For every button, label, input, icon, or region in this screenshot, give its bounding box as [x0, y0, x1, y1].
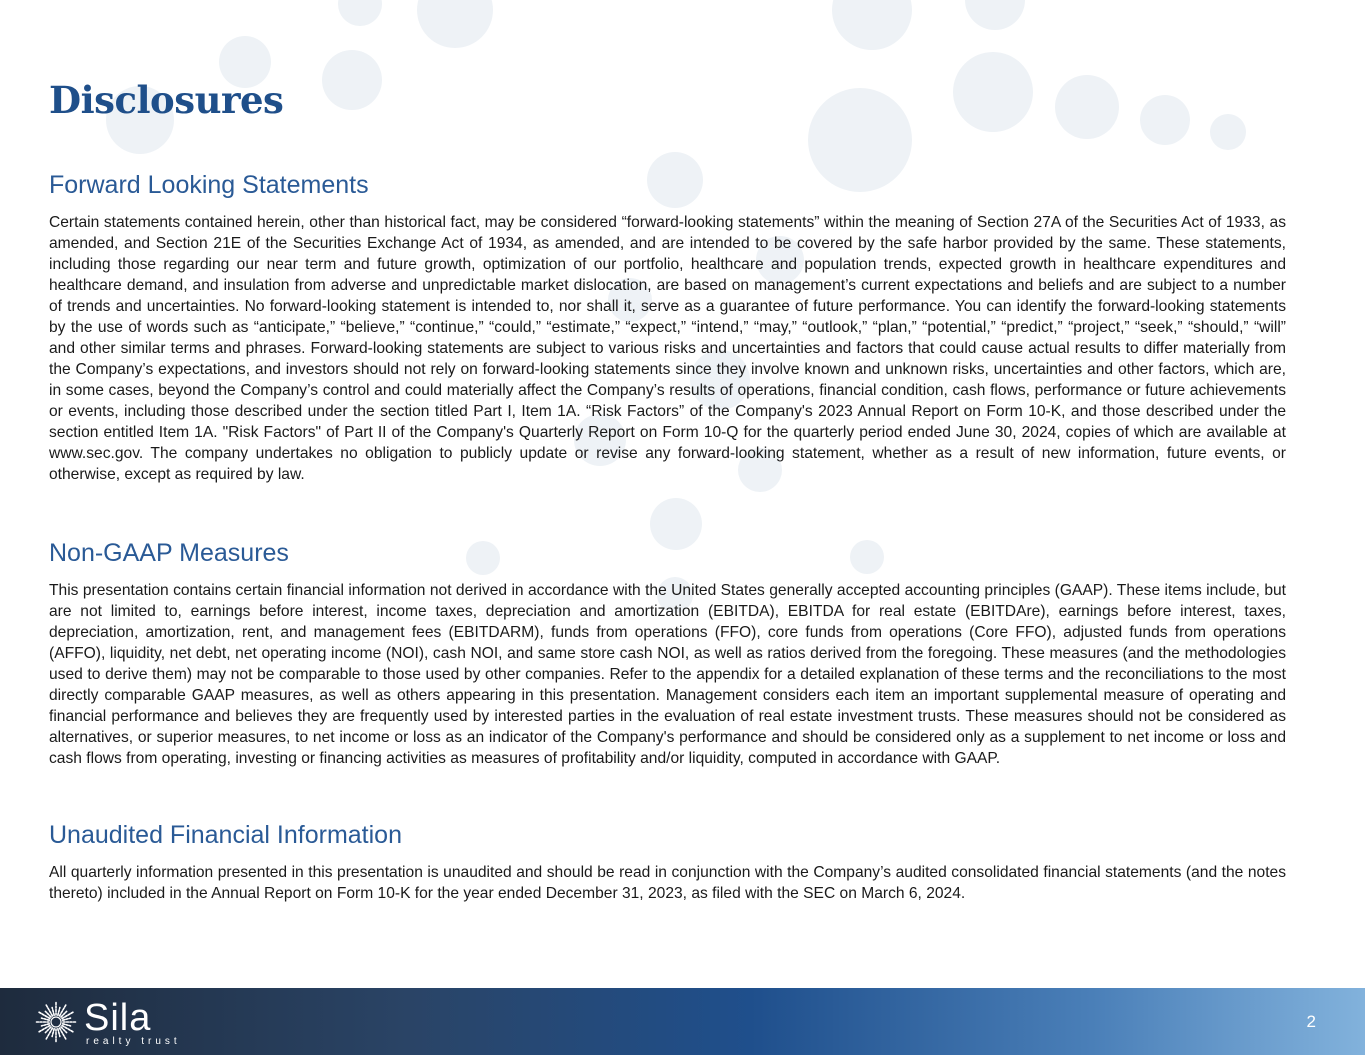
non-gaap-measures-section	[49, 538, 1286, 769]
page-title: Disclosures	[49, 78, 284, 122]
section-body: This presentation contains certain financial information not derived in accordance with the United States generally accepted accounting principles (GAAP). These items include, but are not limited to, earnings before interest, income taxes, depreciation and amortization (EBITDA), EBITDA for real estate (EBITDAre), earnings before interest, taxes, depreciation, amortization, rent, and management fees (EBITDARM), funds from operations (FFO), core funds from operations (Core FFO), adjusted funds from operations (AFFO), liquidity, net debt, net operating income (NOI), cash NOI, and same store cash NOI, as well as ratios derived from the foregoing. These measures (and the methodologies used to derive them) may not be comparable to those used by other companies. Refer to the appendix for a detailed explanation of these terms and the reconciliations to the most directly comparable GAAP measures, as well as others appearing in this presentation. Management considers each item an important supplemental measure of operating and financial performance and believes they are frequently used by interested parties in the evaluation of real estate investment trusts. These measures should not be considered as alternatives, or superior measures, to net income or loss as an indicator of the Company's performance and should be considered only as a supplement to net income or loss and cash flows from operating, investing or financing activities as measures of profitability and/or liquidity, computed in accordance with GAAP.	[49, 582, 1286, 767]
footer-bar	[0, 988, 1365, 1055]
section-heading: Forward Looking Statements	[49, 171, 369, 199]
section-heading: Unaudited Financial Information	[49, 821, 402, 849]
section-heading: Non-GAAP Measures	[49, 539, 289, 567]
section-body: All quarterly information presented in this presentation is unaudited and should be read in conjunction with the Company’s audited consolidated financial statements (and the notes thereto) included in the Annual Report on Form 10-K for the year ended December 31, 2023, as filed with the SEC on March 6, 2024.	[49, 864, 1286, 902]
forward-looking-statements-section	[49, 170, 1286, 485]
company-logo	[34, 998, 184, 1046]
unaudited-financial-information-section	[49, 820, 1286, 904]
logo-tagline: realty trust	[86, 1036, 181, 1047]
logo-name: Sila	[84, 997, 152, 1039]
section-body: Certain statements contained herein, other than historical fact, may be considered “forward-looking statements” within the meaning of Section 27A of the Securities Act of 1933, as amended, and Section 21E of the Securities Exchange Act of 1934, as amended, and are intended to be covered by the safe harbor provided by the same. These statements, including those regarding our near term and future growth, optimization of our portfolio, healthcare and population trends, expected growth in healthcare expenditures and healthcare demand, and insulation from adverse and unpredictable market dislocation, are based on management’s current expectations and beliefs and are subject to a number of trends and uncertainties. No forward-looking statement is intended to, nor shall it, serve as a guarantee of future performance. You can identify the forward-looking statements by the use of words such as “anticipate,” “believe,” “continue,” “could,” “estimate,” “expect,” “intend,” “may,” “outlook,” “plan,” “potential,” “predict,” “project,” “seek,” “should,” “will” and other similar terms and phrases. Forward-looking statements are subject to various risks and uncertainties and factors that could cause actual results to differ materially from the Company’s expectations, and investors should not rely on forward-looking statements since they involve known and unknown risks, uncertainties and other factors, which are, in some cases, beyond the Company’s control and could materially affect the Company’s results of operations, financial condition, cash flows, performance or future achievements or events, including those described under the section titled Part I, Item 1A. “Risk Factors” of the Company's 2023 Annual Report on Form 10-K, and those described under the section entitled Item 1A. "Risk Factors" of Part II of the Company's Quarterly Report on Form 10-Q for the quarterly period ended June 30, 2024, copies of which are available at www.sec.gov. The company undertakes no obligation to publicly update or revise any forward-looking statement, whether as a result of new information, future events, or otherwise, except as required by law.	[49, 214, 1286, 483]
page-number: 2	[1306, 1012, 1316, 1031]
starburst-icon	[34, 1000, 78, 1044]
